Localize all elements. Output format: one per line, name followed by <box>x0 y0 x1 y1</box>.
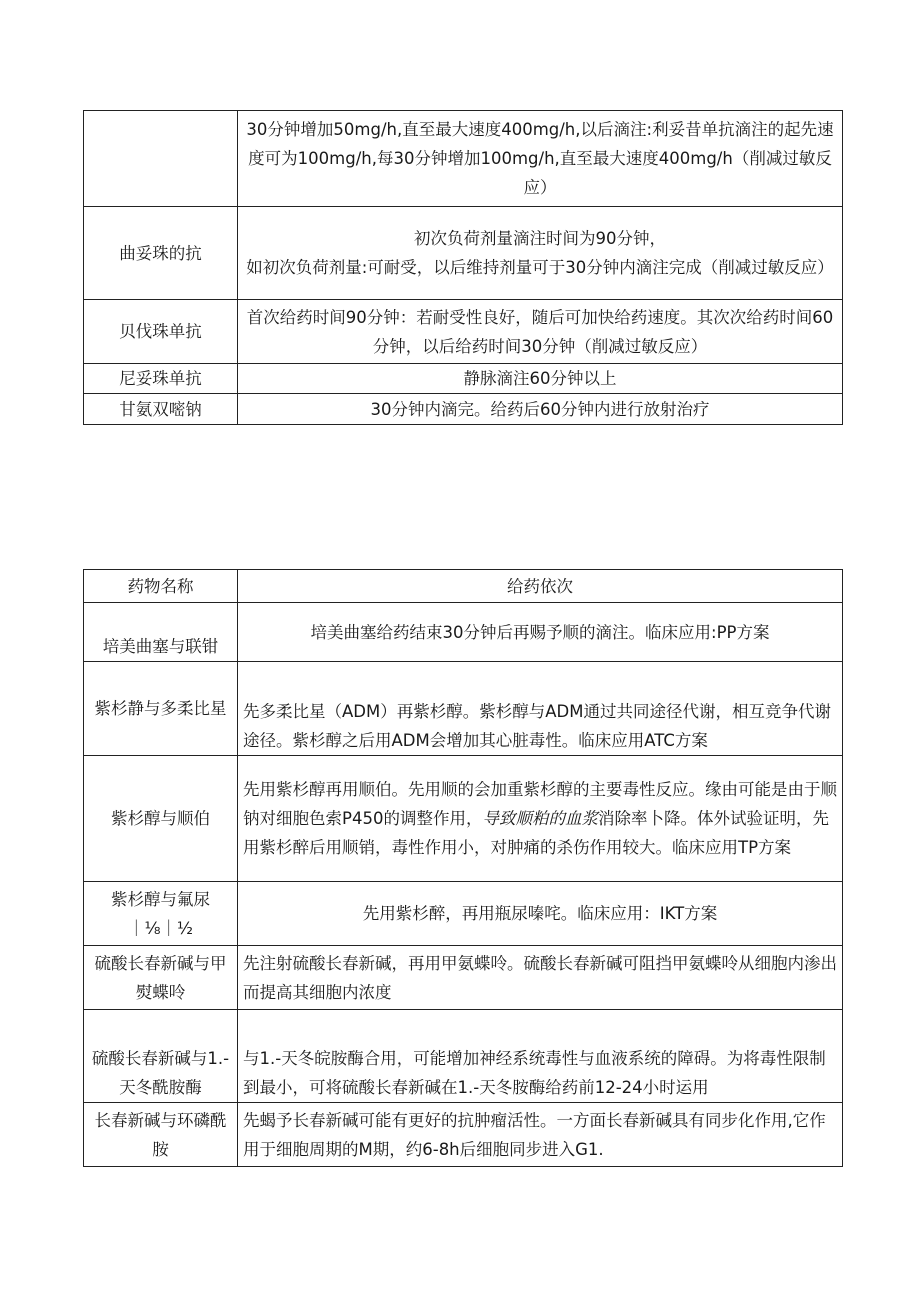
dosing-text-cell: 先用紫杉醉，再用瓶尿嗪咤。临床应用：IKT方案 <box>238 882 843 946</box>
table-row <box>84 1103 843 1167</box>
table-header-row <box>84 570 843 603</box>
header-dosing-sequence: 给药依次 <box>238 570 843 603</box>
drug-name-cell <box>84 882 238 946</box>
dosing-text-cell: 先多柔比星（ADM）再紫杉醇。紫杉醇与ADM通过共同途径代谢，相互竞争代谢途径。紫杉醇之后用ADM会增加其心脏毒性。临床应用ATC方案 <box>238 662 843 756</box>
table-row <box>84 394 843 425</box>
dosing-text-cell: 30分钟内滴完。给药后60分钟内进行放射治疗 <box>238 394 843 425</box>
table-row <box>84 662 843 756</box>
dosing-text-part: 消除率卜降。体外试验证明，先用紫杉醉后用顺销，毒性作用小，对肿痛的杀伤作用较大。临床应用TP方案 <box>243 809 829 857</box>
drug-name-line: ｜⅛｜½ <box>128 918 193 938</box>
dosing-table-continued <box>83 110 843 425</box>
dosing-text-cell: 先注射硫酸长春新碱，再用甲氨蝶呤。硫酸长春新碱可阻挡甲氨蝶呤从细胞内渗出而提高其细胞内浓度 <box>238 946 843 1010</box>
dosing-text-line: 初次负荷剂量滴注时间为90分钟， <box>414 229 666 248</box>
drug-name-cell: 硫酸长春新碱与1.-天冬酰胺酶 <box>84 1010 238 1103</box>
header-drug-name: 药物名称 <box>84 570 238 603</box>
drug-name-cell: 硫酸长春新碱与甲熨蝶呤 <box>84 946 238 1010</box>
drug-name-cell: 紫杉醇与顺伯 <box>84 756 238 882</box>
dosing-text-cell <box>238 207 843 300</box>
dosing-text-cell: 与1.-天冬皖胺酶合用，可能增加神经系统毒性与血液系统的障碍。为将毒性限制到最小，可将硫酸长春新碱在1.-天冬胺酶给药前12-24小时运用 <box>238 1010 843 1103</box>
table-row <box>84 364 843 394</box>
dosing-text-line: 如初次负荷剂量:可耐受，以后维持剂量可于30分钟内滴注完成（削减过敏反应） <box>246 258 834 277</box>
drug-name-cell: 长春新碱与环磷酰胺 <box>84 1103 238 1167</box>
drug-name-cell: 培美曲塞与联钳 <box>84 603 238 662</box>
dosing-text-cell: 首次给药时间90分钟：若耐受性良好，随后可加快给药速度。其次次给药时间60分钟，以后给药时间30分钟（削减过敏反应） <box>238 300 843 364</box>
table-row <box>84 207 843 300</box>
drug-name-line: 紫杉醇与氟尿 <box>111 889 210 909</box>
drug-name-cell: 甘氨双嘧钠 <box>84 394 238 425</box>
dosing-sequence-table <box>83 569 843 1167</box>
dosing-text-italic: 导致顺粕的血浆 <box>482 809 598 828</box>
table-row <box>84 756 843 882</box>
dosing-text-cell: 30分钟增加50mg/h,直至最大速度400mg/h,以后滴注:利妥昔单抗滴注的起先速度可为100mg/h,每30分钟增加100mg/h,直至最大速度400mg/h（削减过敏反应） <box>238 111 843 207</box>
drug-name-cell: 尼妥珠单抗 <box>84 364 238 394</box>
table-row <box>84 603 843 662</box>
dosing-text-cell: 先蝎予长春新碱可能有更好的抗肿瘤活性。一方面长春新碱具有同步化作用,它作用于细胞周期的M期，约6-8h后细胞同步进入G1. <box>238 1103 843 1167</box>
dosing-text-cell: 静脉滴注60分钟以上 <box>238 364 843 394</box>
drug-name-cell: 紫杉静与多柔比星 <box>84 662 238 756</box>
table-row <box>84 111 843 207</box>
table-row <box>84 882 843 946</box>
dosing-text-cell <box>238 756 843 882</box>
dosing-text-cell: 培美曲塞给药结束30分钟后再赐予顺的滴注。临床应用:PP方案 <box>238 603 843 662</box>
table-row <box>84 300 843 364</box>
drug-name-cell: 贝伐珠单抗 <box>84 300 238 364</box>
dosing-text-part: 先用紫杉醇再用顺伯。先用顺的会加重紫杉醇的主要毒性反应。缘由可能是由于顺钠对细胞色索P450的调整作用， <box>243 780 837 828</box>
table-row <box>84 946 843 1010</box>
drug-name-cell <box>84 111 238 207</box>
drug-name-cell: 曲妥珠的抗 <box>84 207 238 300</box>
table-row <box>84 1010 843 1103</box>
